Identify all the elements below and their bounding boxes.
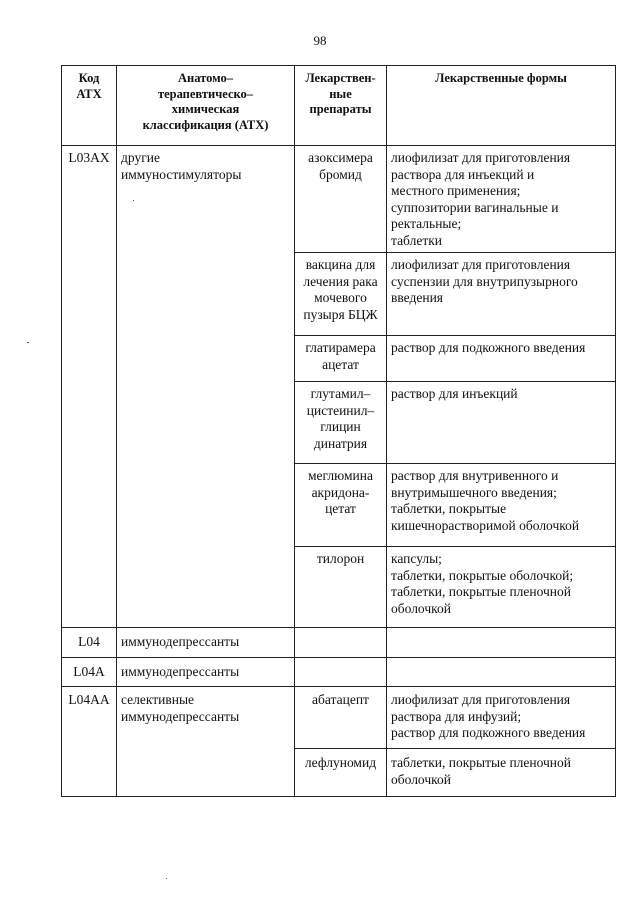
drug-cell: вакцина для лечения рака мочевого пузыря БЦЖ: [295, 253, 387, 336]
drug-cell: тилорон: [295, 547, 387, 628]
drug-cell-empty: [295, 658, 387, 687]
atx-classification-cell: другие иммуностимуляторы: [117, 146, 295, 628]
header-forms: Лекарственные формы: [387, 66, 616, 146]
drug-cell: меглюмина акридона- цетат: [295, 464, 387, 547]
forms-cell: лиофилизат для приготовления суспензии для внутрипузырного введения: [387, 253, 616, 336]
table-row: [62, 146, 616, 253]
forms-cell: капсулы; таблетки, покрытые оболочкой; таблетки, покрытые пленочной оболочкой: [387, 547, 616, 628]
atx-classification-cell: иммунодепрессанты: [117, 628, 295, 658]
page-number: 98: [313, 33, 327, 48]
header-code: Код АТХ: [62, 66, 117, 146]
forms-cell: раствор для внутривенного и внутримышечного введения; таблетки, покрытые кишечнорастворимой оболочкой: [387, 464, 616, 547]
header-row: [62, 66, 616, 146]
drug-cell: глатирамера ацетат: [295, 336, 387, 382]
atx-code-cell: L03AX: [62, 146, 117, 628]
header-classification: Анатомо– терапевтическо– химическая классификация (АТХ): [117, 66, 295, 146]
atx-table: [61, 65, 616, 797]
drug-cell-empty: [295, 628, 387, 658]
header-drugs: Лекарствен- ные препараты: [295, 66, 387, 146]
table-row: [62, 687, 616, 749]
forms-cell: раствор для инъекций: [387, 382, 616, 464]
drug-cell: азоксимера бромид: [295, 146, 387, 253]
forms-cell: таблетки, покрытые пленочной оболочкой: [387, 749, 616, 797]
atx-code-cell: L04AA: [62, 687, 117, 797]
scan-speck: [27, 342, 29, 343]
atx-classification-cell: иммунодепрессанты: [117, 658, 295, 687]
forms-cell: лиофилизат для приготовления раствора для инфузий; раствор для подкожного введения: [387, 687, 616, 749]
drug-cell: глутамил– цистеинил– глицин динатрия: [295, 382, 387, 464]
table-row: [62, 658, 616, 687]
table-row: [62, 628, 616, 658]
atx-code-cell: L04A: [62, 658, 117, 687]
drug-cell: абатацепт: [295, 687, 387, 749]
atx-classification-cell: селективные иммунодепрессанты: [117, 687, 295, 797]
forms-cell: лиофилизат для приготовления раствора для инъекций и местного применения; суппозитории вагинальные и ректальные; таблетки: [387, 146, 616, 253]
forms-cell-empty: [387, 628, 616, 658]
drug-cell: лефлуномид: [295, 749, 387, 797]
forms-cell: раствор для подкожного введения: [387, 336, 616, 382]
atx-code-cell: L04: [62, 628, 117, 658]
scan-speck: [166, 878, 167, 879]
forms-cell-empty: [387, 658, 616, 687]
